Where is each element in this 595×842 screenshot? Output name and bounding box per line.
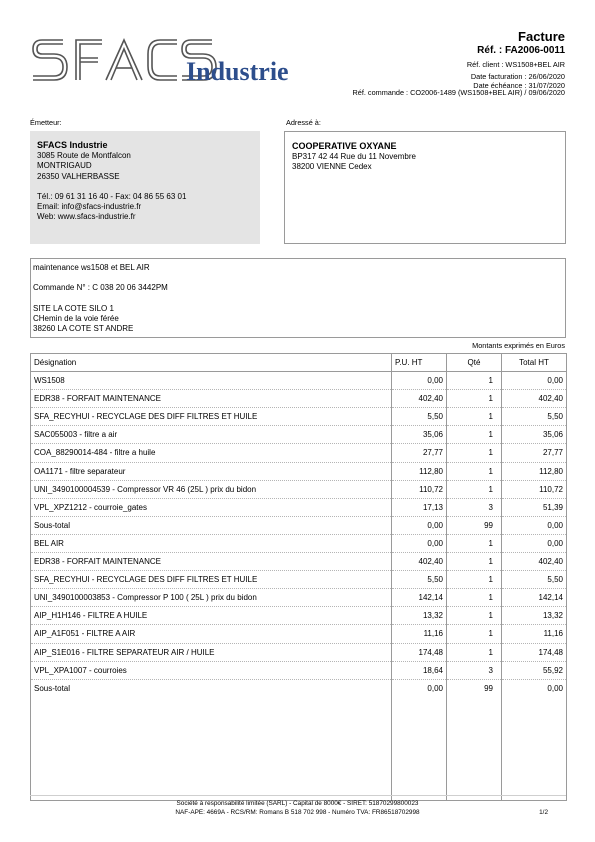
table-row	[31, 607, 567, 625]
col-designation: Désignation	[31, 354, 392, 372]
col-total: Total HT	[502, 354, 567, 372]
invoice-header	[467, 29, 565, 91]
cell-qty: 99	[447, 679, 502, 800]
order-ref: Réf. commande : CO2006-1489 (WS1508+BEL AIR) / 09/06/2020	[352, 88, 565, 97]
cell-total: 110,72	[502, 480, 567, 498]
client-ref: Réf. client : WS1508+BEL AIR	[466, 60, 565, 69]
cell-qty: 1	[447, 372, 502, 390]
cell-pu: 17,13	[392, 498, 447, 516]
emitter-email: Email: info@sfacs-industrie.fr	[37, 202, 142, 212]
cell-pu: 110,72	[392, 480, 447, 498]
recipient-label: Adressé à:	[286, 118, 321, 127]
cell-designation: WS1508	[31, 372, 392, 390]
info-box	[30, 258, 566, 338]
cell-pu: 402,40	[392, 390, 447, 408]
cell-designation: UNI_3490100004539 - Compressor VR 46 (25L ) prix du bidon	[31, 480, 392, 498]
emitter-box	[30, 131, 260, 244]
cell-qty: 3	[447, 661, 502, 679]
table-row	[31, 534, 567, 552]
cell-pu: 5,50	[392, 571, 447, 589]
info-line: SITE LA COTE SILO 1	[33, 303, 114, 313]
footer-legal: NAF-APE: 4669A - RCS/RM: Romans B 518 702 998 - Numéro TVA: FR86518702998	[175, 809, 420, 816]
emitter-label: Émetteur:	[30, 118, 62, 127]
recipient-address-line: 38200 VIENNE Cedex	[292, 162, 372, 172]
emitter-address-line: 26350 VALHERBASSE	[37, 171, 120, 181]
col-pu: P.U. HT	[392, 354, 447, 372]
cell-pu: 142,14	[392, 589, 447, 607]
sfacs-logo-graphic	[30, 30, 315, 90]
emitter-web: Web: www.sfacs-industrie.fr	[37, 212, 136, 222]
cell-designation: SFA_RECYHUI - RECYCLAGE DES DIFF FILTRES ET HUILE	[31, 408, 392, 426]
table-row	[31, 625, 567, 643]
cell-qty: 99	[447, 516, 502, 534]
info-line: Commande N° : C 038 20 06 3442PM	[33, 283, 168, 293]
date-facturation: Date facturation : 26/06/2020	[470, 72, 565, 82]
cell-total: 51,39	[502, 498, 567, 516]
page-number: 1/2	[539, 809, 548, 816]
cell-pu: 0,00	[392, 534, 447, 552]
cell-pu: 402,40	[392, 553, 447, 571]
cell-total: 0,00	[502, 534, 567, 552]
cell-qty: 1	[447, 408, 502, 426]
cell-qty: 1	[447, 571, 502, 589]
recipient-name: COOPERATIVE OXYANE	[292, 141, 397, 151]
cell-designation: COA_88290014-484 - filtre a huile	[31, 444, 392, 462]
cell-qty: 1	[447, 643, 502, 661]
table-row	[31, 408, 567, 426]
table-row	[31, 571, 567, 589]
recipient-box	[284, 131, 566, 244]
table-row	[31, 589, 567, 607]
logo-text: Industrie	[186, 57, 289, 86]
cell-total: 27,77	[502, 444, 567, 462]
invoice-title: Facture	[518, 29, 565, 44]
recipient-address-line: BP317 42 44 Rue du 11 Novembre	[292, 152, 416, 161]
cell-designation: SFA_RECYHUI - RECYCLAGE DES DIFF FILTRES ET HUILE	[31, 571, 392, 589]
table-row	[31, 553, 567, 571]
emitter-name: SFACS Industrie	[37, 140, 108, 150]
cell-pu: 13,32	[392, 607, 447, 625]
cell-pu: 11,16	[392, 625, 447, 643]
table-row	[31, 643, 567, 661]
currency-note: Montants exprimés en Euros	[472, 341, 565, 350]
cell-total: 11,16	[502, 625, 567, 643]
cell-qty: 1	[447, 607, 502, 625]
table-row	[31, 390, 567, 408]
cell-pu: 5,50	[392, 408, 447, 426]
table-row	[31, 498, 567, 516]
cell-total: 55,92	[502, 661, 567, 679]
cell-designation: VPL_XPZ1212 - courroie_gates	[31, 498, 392, 516]
emitter-address-line: MONTRIGAUD	[37, 161, 92, 171]
cell-pu: 0,00	[392, 372, 447, 390]
cell-total: 35,06	[502, 426, 567, 444]
cell-total: 174,48	[502, 643, 567, 661]
cell-total: 402,40	[502, 390, 567, 408]
cell-qty: 1	[447, 444, 502, 462]
col-qty: Qté	[447, 354, 502, 372]
emitter-address-line: 3085 Route de Montfalcon	[37, 151, 131, 160]
cell-designation: BEL AIR	[31, 534, 392, 552]
cell-pu: 18,64	[392, 661, 447, 679]
cell-pu: 0,00	[392, 679, 447, 800]
cell-pu: 35,06	[392, 426, 447, 444]
cell-pu: 0,00	[392, 516, 447, 534]
cell-total: 112,80	[502, 462, 567, 480]
cell-designation: AIP_H1H146 - FILTRE A HUILE	[31, 607, 392, 625]
cell-pu: 112,80	[392, 462, 447, 480]
table-row	[31, 372, 567, 390]
cell-pu: 174,48	[392, 643, 447, 661]
footer-divider	[30, 795, 566, 796]
cell-designation: AIP_S1E016 - FILTRE SEPARATEUR AIR / HUILE	[31, 643, 392, 661]
table-header-row	[31, 354, 567, 372]
cell-qty: 3	[447, 498, 502, 516]
footer-legal: Société à responsabilité limitée (SARL) - Capital de 8000€ - SIRET: 51870299800023	[176, 800, 419, 807]
cell-qty: 1	[447, 534, 502, 552]
cell-qty: 1	[447, 462, 502, 480]
table-row	[31, 462, 567, 480]
cell-pu: 27,77	[392, 444, 447, 462]
cell-designation: Sous-total	[31, 516, 392, 534]
info-line: maintenance ws1508 et BEL AIR	[33, 263, 150, 272]
table-row	[31, 661, 567, 679]
table-row	[31, 444, 567, 462]
cell-total: 402,40	[502, 553, 567, 571]
table-row	[31, 679, 567, 800]
company-logo	[30, 30, 315, 90]
cell-total: 5,50	[502, 571, 567, 589]
invoice-ref: Réf. : FA2006-0011	[477, 45, 565, 56]
cell-total: 5,50	[502, 408, 567, 426]
cell-total: 0,00	[502, 516, 567, 534]
cell-designation: VPL_XPA1007 - courroies	[31, 661, 392, 679]
cell-designation: OA1171 - filtre separateur	[31, 462, 392, 480]
cell-designation: Sous-total	[31, 679, 392, 800]
cell-qty: 1	[447, 426, 502, 444]
cell-qty: 1	[447, 480, 502, 498]
cell-qty: 1	[447, 390, 502, 408]
cell-total: 13,32	[502, 607, 567, 625]
emitter-phone: Tél.: 09 61 31 16 40 - Fax: 04 86 55 63 01	[37, 191, 187, 201]
info-line: 38260 LA COTE ST ANDRE	[33, 324, 134, 334]
items-table	[30, 353, 567, 801]
cell-designation: UNI_3490100003853 - Compressor P 100 ( 25L ) prix du bidon	[31, 589, 392, 607]
table-row	[31, 426, 567, 444]
cell-designation: EDR38 - FORFAIT MAINTENANCE	[31, 553, 392, 571]
cell-qty: 1	[447, 553, 502, 571]
cell-designation: EDR38 - FORFAIT MAINTENANCE	[31, 390, 392, 408]
cell-designation: AIP_A1F051 - FILTRE A AIR	[31, 625, 392, 643]
cell-total: 0,00	[502, 679, 567, 800]
cell-designation: SAC055003 - filtre a air	[31, 426, 392, 444]
table-row	[31, 516, 567, 534]
cell-total: 142,14	[502, 589, 567, 607]
date-echeance: Date échéance : 31/07/2020	[473, 81, 565, 91]
info-line: CHemin de la voie férée	[33, 313, 119, 323]
cell-total: 0,00	[502, 372, 567, 390]
cell-qty: 1	[447, 589, 502, 607]
cell-qty: 1	[447, 625, 502, 643]
table-row	[31, 480, 567, 498]
